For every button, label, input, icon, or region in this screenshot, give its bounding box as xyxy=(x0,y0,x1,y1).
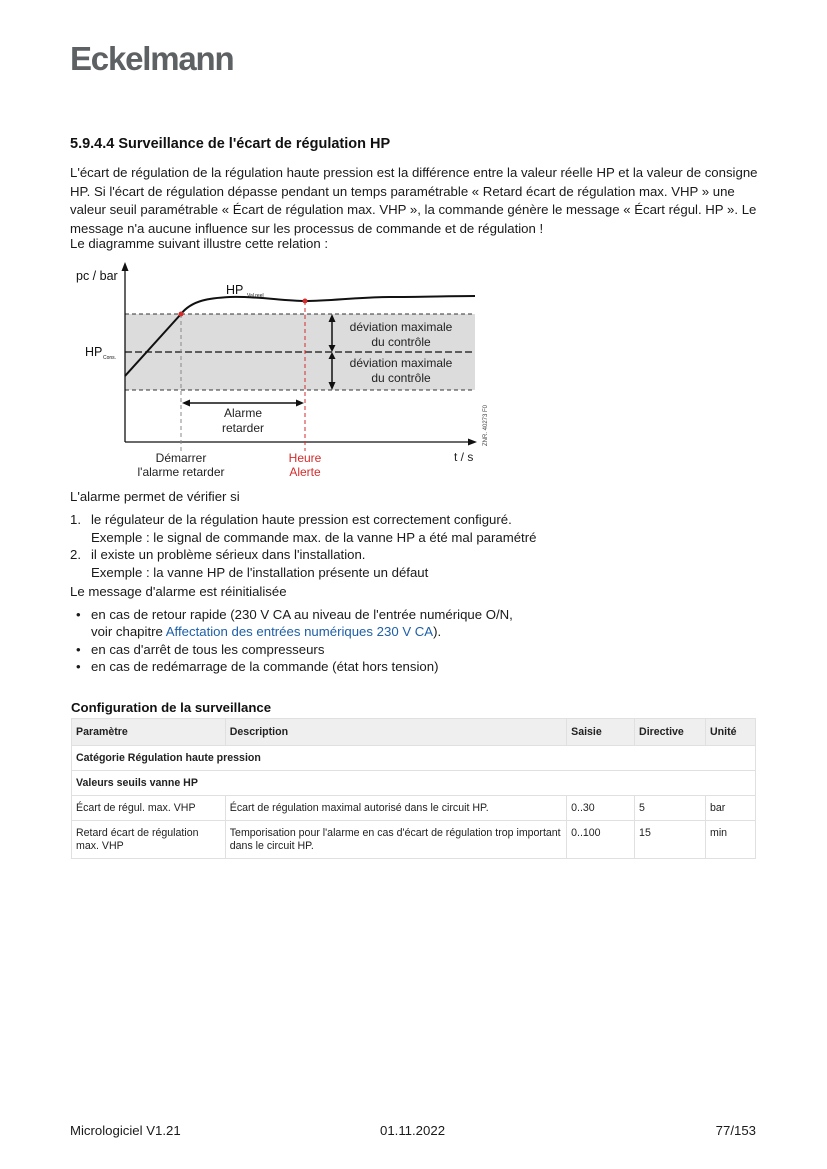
deviation-diagram xyxy=(70,258,510,488)
footer-date: 01.11.2022 xyxy=(380,1123,446,1138)
check-intro: L'alarme permet de vérifier si xyxy=(70,489,240,504)
x-axis-arrow-icon xyxy=(468,439,477,446)
eckelmann-logo: Eckelmann xyxy=(70,40,234,77)
setpoint-label: HP xyxy=(85,345,103,359)
check-list xyxy=(70,511,536,581)
list-item: • en cas de retour rapide (230 V CA au niveau de l'entrée numérique O/N, voir chapitre Affectation des entrées numériques 230 V CA). xyxy=(76,607,513,640)
reset-intro: Le message d'alarme est réinitialisée xyxy=(70,584,287,599)
actual-value-sublabel: Val.reel xyxy=(247,293,264,299)
svg-text:retarder: retarder xyxy=(221,421,265,435)
diagram-intro: Le diagramme suivant illustre cette relation : xyxy=(70,236,329,251)
intro-paragraph: L'écart de régulation de la régulation haute pression est la différence entre la valeur réelle HP et la valeur de consigne HP. Si l'écart de régulation dépasse pendant un temps paramétrable « Retard écart de régulation max. VHP » une valeur seuil paramétrable « Écart de régulation max. VHP », la commande génère le message « Écart régul. HP ». Le message n'a aucune influence sur les processus de commande et de régulation ! xyxy=(70,165,758,236)
table-header-row: Paramètre Description Saisie Directive Unité xyxy=(72,719,756,746)
list-item: 2. il existe un problème sérieux dans l'installation. Exemple : la vanne HP de l'installation présente un défaut xyxy=(70,547,429,580)
svg-text:Alerte: Alerte xyxy=(289,465,321,479)
section-title: 5.9.4.4 Surveillance de l'écart de régulation HP xyxy=(70,136,391,152)
bullet-icon: • xyxy=(76,641,81,657)
config-table xyxy=(71,718,756,859)
figure-id: ZNR. 40273 F0 xyxy=(483,404,489,446)
svg-text:déviation maximale: déviation maximale xyxy=(349,356,453,370)
list-item: • en cas de redémarrage de la commande (état hors tension) xyxy=(76,659,439,675)
bullet-icon: • xyxy=(76,607,81,622)
config-title: Configuration de la surveillance xyxy=(71,700,272,715)
y-axis-arrow-icon xyxy=(122,262,129,271)
svg-text:déviation maximale: déviation maximale xyxy=(349,320,453,334)
footer-firmware: Micrologiciel V1.21 xyxy=(70,1123,181,1138)
svg-text:Heure: Heure xyxy=(288,451,322,465)
y-axis-label: pc / bar xyxy=(76,269,118,283)
svg-text:Démarrer: Démarrer xyxy=(155,451,207,465)
svg-text:Alarme: Alarme xyxy=(223,406,263,420)
footer-page-number: 77/153 xyxy=(715,1123,756,1138)
svg-text:du contrôle: du contrôle xyxy=(371,335,431,349)
svg-text:du contrôle: du contrôle xyxy=(371,371,431,385)
table-category-row: Catégorie Régulation haute pression xyxy=(72,746,756,771)
table-subcategory-row: Valeurs seuils vanne HP xyxy=(72,771,756,796)
svg-text:l'alarme retarder: l'alarme retarder xyxy=(137,465,225,479)
list-item: 1. le régulateur de la régulation haute pression est correctement configuré. Exemple : le signal de commande max. de la vanne HP a été mal paramétré xyxy=(70,512,537,545)
reset-list xyxy=(76,606,513,676)
link-digital-inputs[interactable]: Affectation des entrées numériques 230 V CA xyxy=(165,624,434,640)
table-row: Écart de régul. max. VHP Écart de régulation maximal autorisé dans le circuit HP. 0..30 5 bar xyxy=(72,796,756,821)
table-row: Retard écart de régulation max. VHP Temporisation pour l'alarme en cas d'écart de régulation trop important dans le circuit HP. 0..100 15 min xyxy=(72,821,756,859)
x-axis-label: t / s xyxy=(454,450,474,464)
actual-value-label: HP xyxy=(226,283,244,297)
bullet-icon: • xyxy=(76,659,81,675)
list-item: • en cas d'arrêt de tous les compresseurs xyxy=(76,641,325,657)
setpoint-sublabel: Cons. xyxy=(103,355,117,361)
